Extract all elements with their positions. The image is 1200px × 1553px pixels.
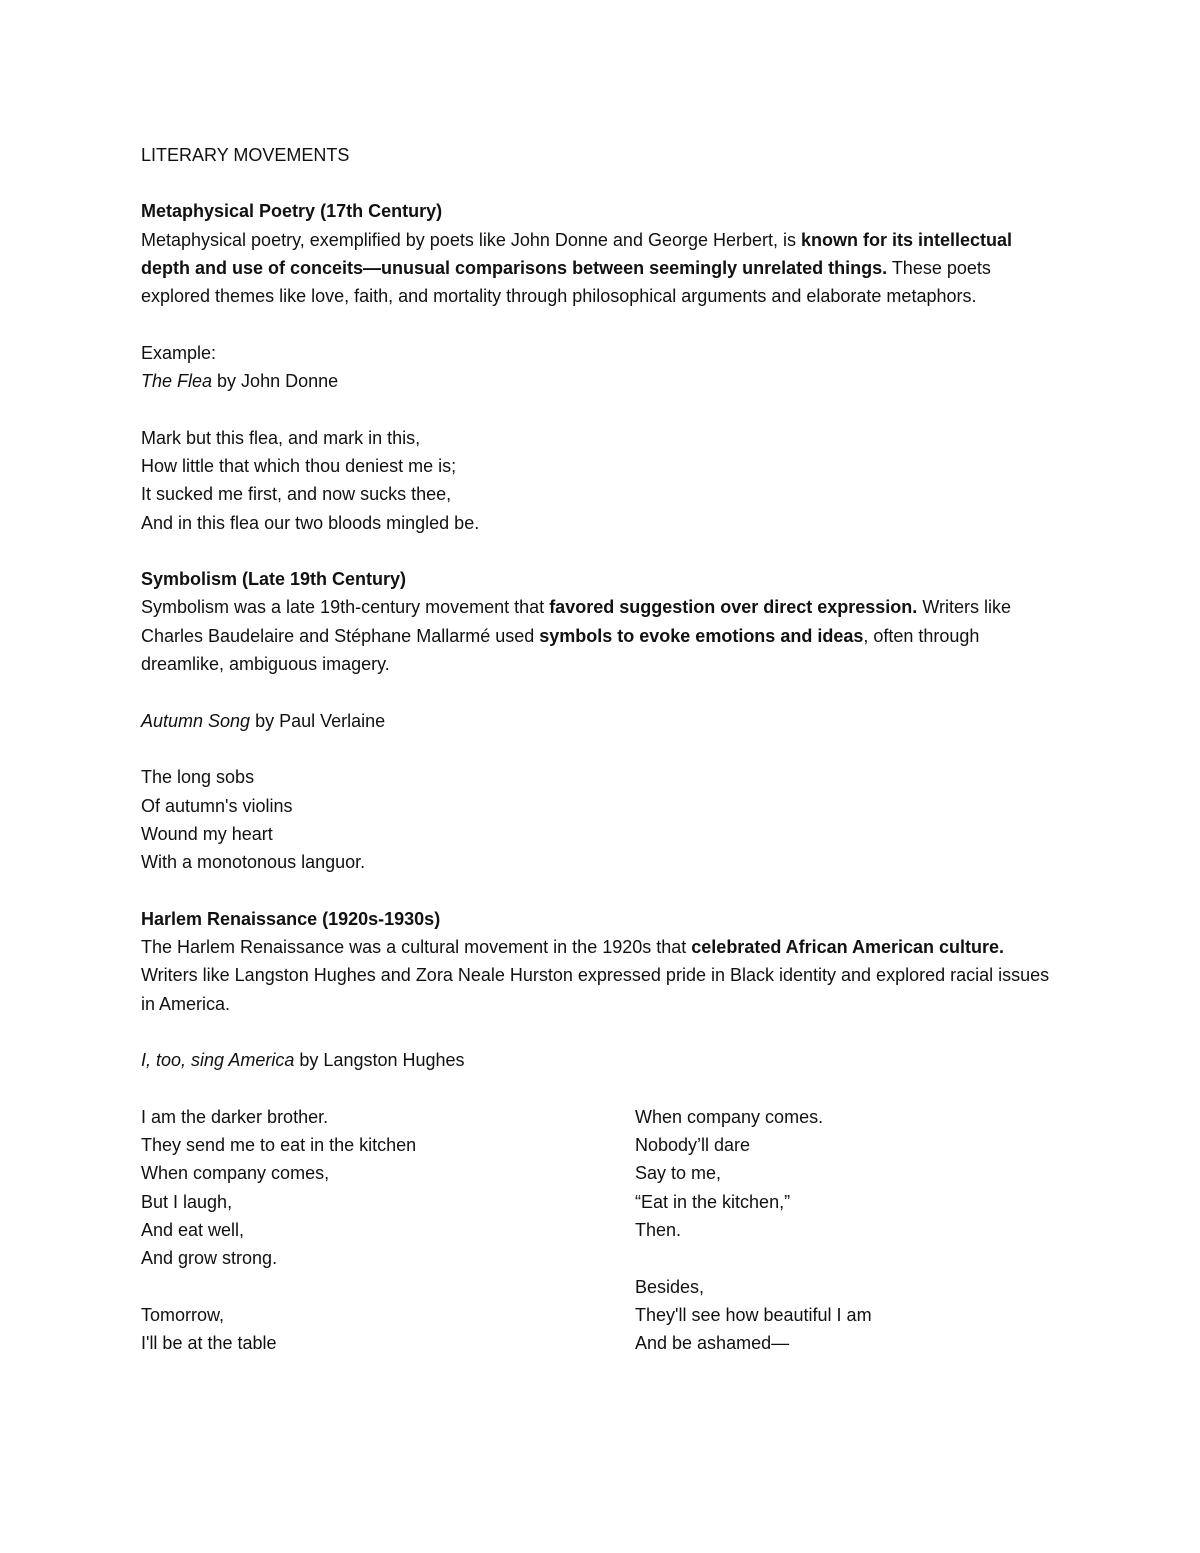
- poem-stanza: [635, 1273, 1055, 1358]
- poem-title: Autumn Song: [141, 710, 251, 731]
- poem-line: I'll be at the table: [141, 1333, 277, 1354]
- poem-stanza: [141, 1103, 635, 1273]
- poem-line: And in this flea our two bloods mingled be.: [141, 512, 480, 533]
- poem-line: Besides,: [635, 1276, 705, 1297]
- poem-line: They send me to eat in the kitchen: [141, 1135, 417, 1156]
- poem-byline: by Paul Verlaine: [250, 710, 386, 731]
- paragraph-text: The Harlem Renaissance was a cultural movement in the 1920s that: [141, 937, 692, 958]
- poem-title-line: [141, 367, 1061, 395]
- document-page: [141, 141, 1061, 1357]
- poem-line: Wound my heart: [141, 823, 273, 844]
- poem-excerpt: [141, 763, 1061, 876]
- poem-line: And be ashamed—: [635, 1333, 790, 1354]
- poem-line: It sucked me first, and now sucks thee,: [141, 484, 452, 505]
- poem-column-right: [635, 1103, 1055, 1358]
- poem-line: How little that which thou deniest me is;: [141, 455, 457, 476]
- paragraph-emphasis: symbols to evoke emotions and ideas: [539, 625, 864, 646]
- poem-excerpt: [141, 424, 1061, 537]
- poem-title-line: [141, 707, 1061, 735]
- section-metaphysical: [141, 197, 1061, 537]
- section-harlem: [141, 905, 1061, 1358]
- poem-line: With a monotonous languor.: [141, 852, 366, 873]
- poem-title: The Flea: [141, 371, 213, 392]
- poem-line: But I laugh,: [141, 1191, 233, 1212]
- poem-title-line: [141, 1046, 1061, 1074]
- poem-title: I, too, sing America: [141, 1050, 295, 1071]
- poem-line: And eat well,: [141, 1219, 245, 1240]
- paragraph-text: These poets explored themes like love, faith, and mortality through philosophical arguments and elaborate metaphors.: [141, 257, 991, 307]
- paragraph-emphasis: favored suggestion over direct expression.: [549, 597, 918, 618]
- paragraph-text: Writers like Langston Hughes and Zora Neale Hurston expressed pride in Black identity and explored racial issues in America.: [141, 965, 1050, 1014]
- poem-line: Of autumn's violins: [141, 795, 293, 816]
- poem-line: I am the darker brother.: [141, 1106, 329, 1127]
- poem-line: The long sobs: [141, 767, 255, 788]
- paragraph-text: Writers like Charles Baudelaire and Stéphane Mallarmé used: [141, 597, 1011, 646]
- paragraph-emphasis: celebrated African American culture.: [691, 937, 1005, 958]
- poem-stanza: [635, 1103, 1055, 1244]
- poem-line: “Eat in the kitchen,”: [635, 1191, 791, 1212]
- section-paragraph: [141, 593, 1061, 678]
- poem-line: When company comes,: [141, 1163, 330, 1184]
- poem-line: Tomorrow,: [141, 1304, 225, 1325]
- paragraph-text: Symbolism was a late 19th-century movement that: [141, 597, 550, 618]
- example-label: Example:: [141, 342, 217, 363]
- poem-line: They'll see how beautiful I am: [635, 1304, 872, 1325]
- section-heading: Harlem Renaissance (1920s-1930s): [141, 908, 441, 929]
- section-paragraph: [141, 226, 1061, 311]
- section-heading: Metaphysical Poetry (17th Century): [141, 201, 443, 222]
- document-title: LITERARY MOVEMENTS: [141, 145, 350, 165]
- poem-byline: by John Donne: [212, 371, 339, 392]
- paragraph-text: Metaphysical poetry, exemplified by poets like John Donne and George Herbert, is: [141, 229, 802, 250]
- poem-column-left: [141, 1103, 635, 1358]
- section-symbolism: [141, 565, 1061, 876]
- poem-byline: by Langston Hughes: [294, 1050, 465, 1071]
- poem-stanza: [141, 1301, 635, 1358]
- section-paragraph: [141, 933, 1061, 1018]
- poem-line: Nobody’ll dare: [635, 1135, 751, 1156]
- poem-line: Then.: [635, 1219, 682, 1240]
- section-heading: Symbolism (Late 19th Century): [141, 569, 407, 590]
- poem-two-column: [141, 1103, 1061, 1358]
- poem-line: Say to me,: [635, 1163, 722, 1184]
- poem-line: When company comes.: [635, 1106, 824, 1127]
- paragraph-emphasis: known for its intellectual depth and use of conceits—unusual comparisons between seemingly unrelated things.: [141, 229, 1013, 278]
- poem-line: Mark but this flea, and mark in this,: [141, 427, 421, 448]
- paragraph-text: , often through dreamlike, ambiguous imagery.: [141, 625, 980, 675]
- poem-line: And grow strong.: [141, 1248, 278, 1269]
